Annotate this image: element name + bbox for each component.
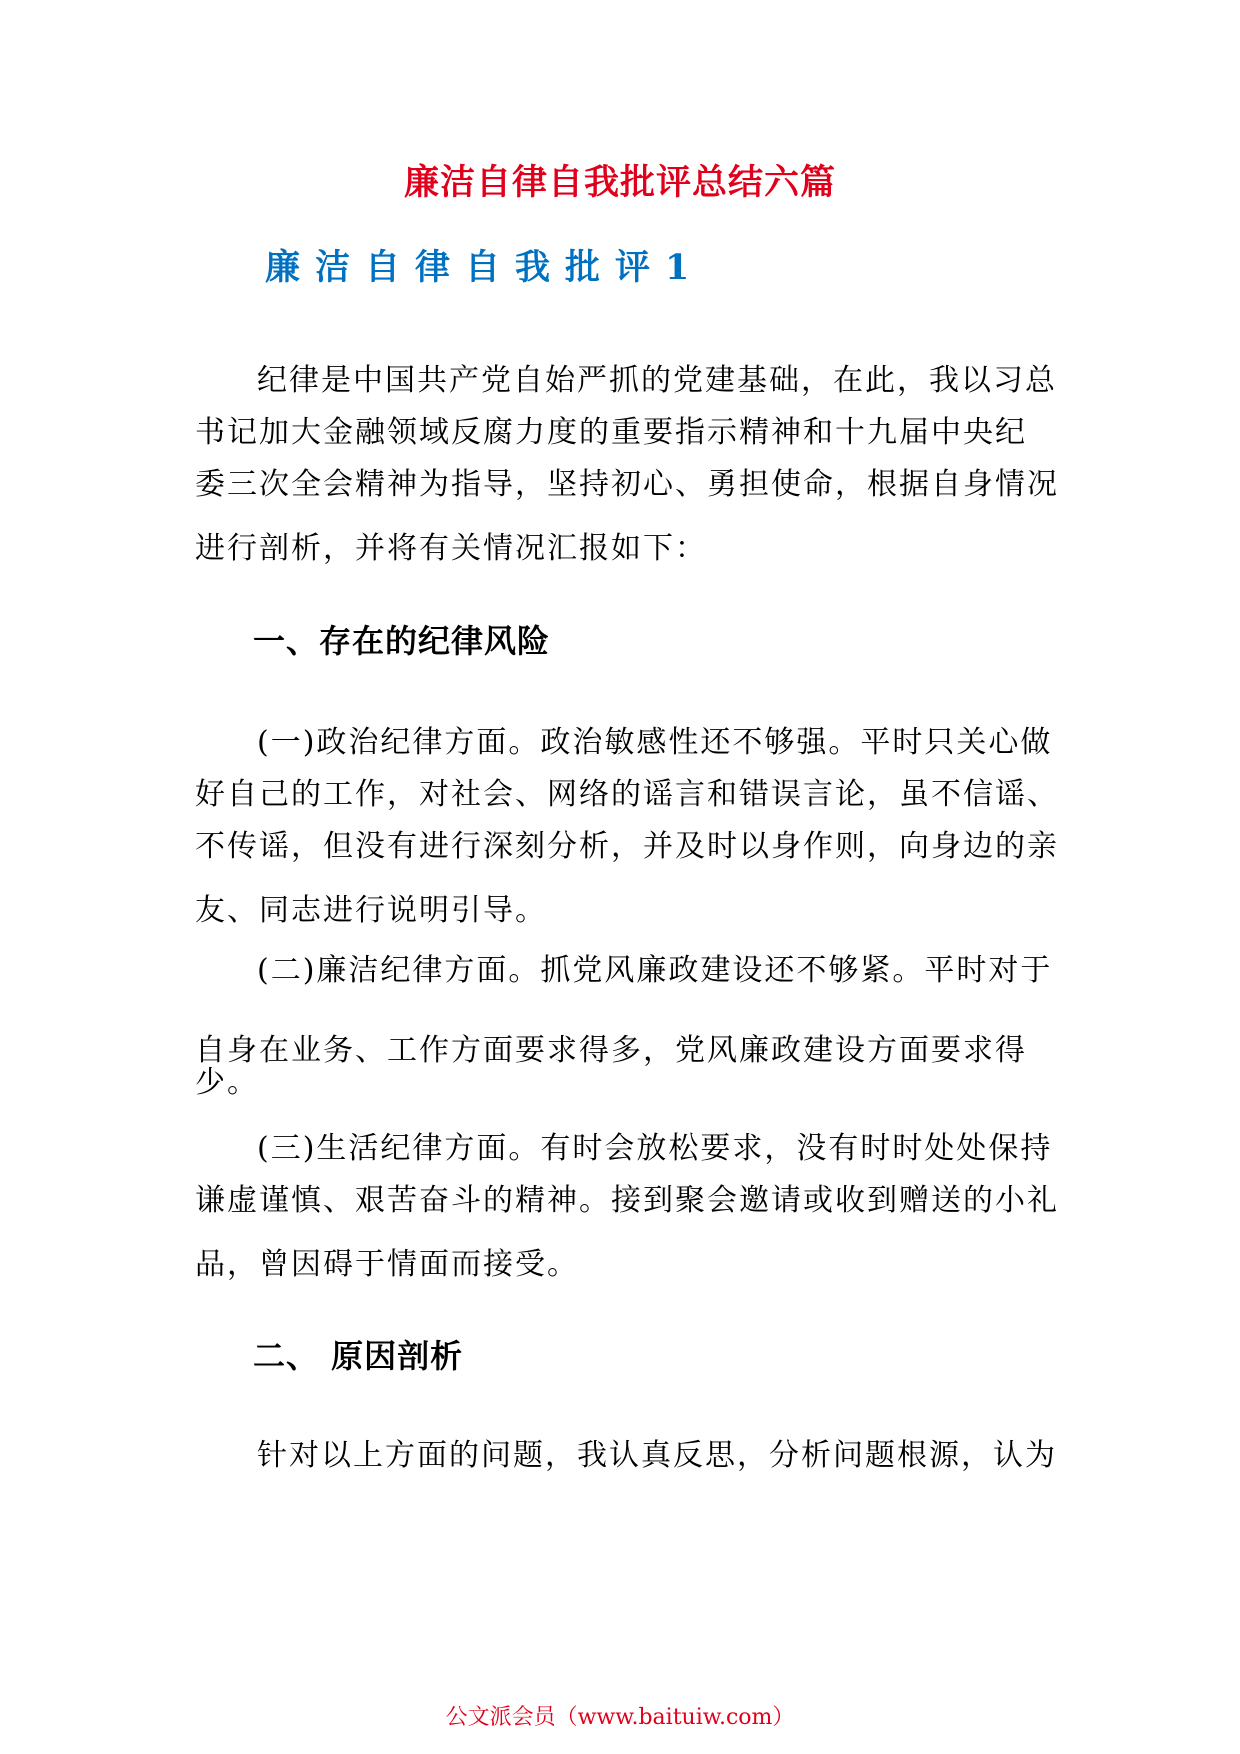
item-2-line: 自身在业务、工作方面要求得多，党风廉政建设方面要求得 xyxy=(195,1033,1027,1068)
document-title: 廉洁自律自我批评总结六篇 xyxy=(403,162,836,203)
document-subtitle: 廉洁自律自我批评1 xyxy=(265,247,705,288)
item-1-line: (一)政治纪律方面。政治敏感性还不够强。平时只关心做 xyxy=(257,725,1053,760)
item-1-line: 好自己的工作，对社会、网络的谣言和错误言论，虽不信谣、 xyxy=(195,777,1059,812)
intro-line: 委三次全会精神为指导，坚持初心、勇担使命，根据自身情况 xyxy=(195,467,1059,502)
section-2-line: 针对以上方面的问题，我认真反思，分析问题根源，认为 xyxy=(257,1438,1057,1473)
intro-line: 纪律是中国共产党自始严抓的党建基础，在此，我以习总 xyxy=(257,363,1057,398)
item-2-line: 少。 xyxy=(195,1065,259,1100)
intro-line: 书记加大金融领域反腐力度的重要指示精神和十九届中央纪 xyxy=(195,415,1027,450)
footer-watermark[interactable]: 公文派会员（www.baituiw.com） xyxy=(445,1705,795,1730)
section-heading-2: 二、 原因剖析 xyxy=(253,1337,464,1375)
item-2-line: (二)廉洁纪律方面。抓党风廉政建设还不够紧。平时对于 xyxy=(257,953,1053,988)
intro-line: 进行剖析，并将有关情况汇报如下： xyxy=(195,531,707,566)
item-1-line: 不传谣，但没有进行深刻分析，并及时以身作则，向身边的亲 xyxy=(195,829,1059,864)
item-3-line: 谦虚谨慎、艰苦奋斗的精神。接到聚会邀请或收到赠送的小礼 xyxy=(195,1183,1059,1218)
item-3-line: (三)生活纪律方面。有时会放松要求，没有时时处处保持 xyxy=(257,1131,1053,1166)
item-1-line: 友、同志进行说明引导。 xyxy=(195,893,547,928)
item-3-line: 品，曾因碍于情面而接受。 xyxy=(195,1247,579,1282)
section-heading-1: 一、存在的纪律风险 xyxy=(253,622,551,660)
